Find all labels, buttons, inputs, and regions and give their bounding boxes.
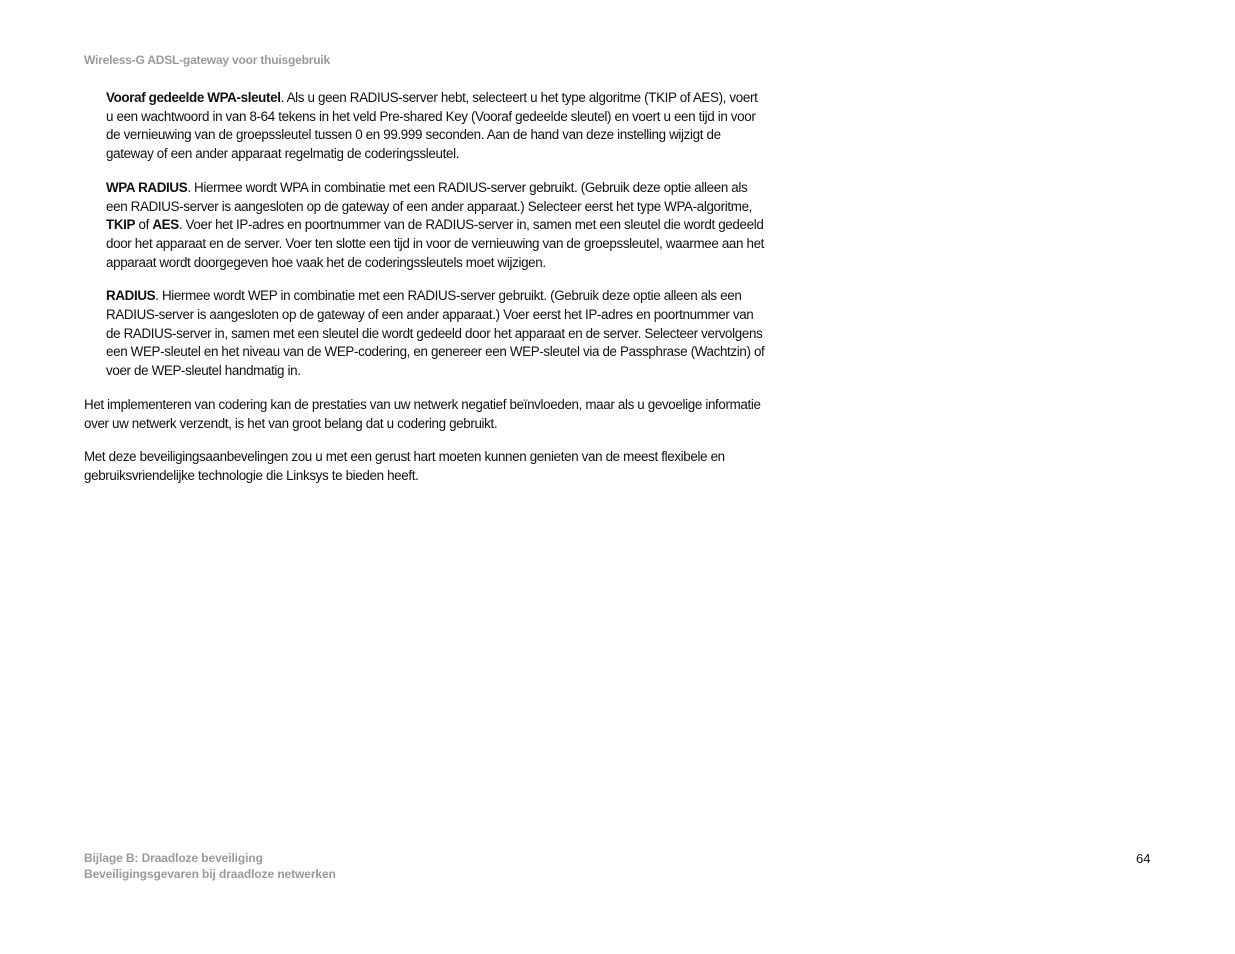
paragraph-wpa-psk [106, 89, 766, 164]
paragraph-performance: Het implementeren van codering kan de prestaties van uw netwerk negatief beïnvloeden, maar als u gevoelige informatie over uw netwerk verzendt, is het van groot belang dat u codering gebruikt. [84, 396, 761, 431]
paragraph-wpa-radius-text-2: of [135, 217, 153, 233]
paragraph-radius [106, 287, 766, 381]
running-header: Wireless-G ADSL-gateway voor thuisgebruik [84, 53, 330, 67]
term-aes: AES [152, 217, 179, 233]
footer-chapter: Bijlage B: Draadloze beveiliging [84, 851, 263, 865]
paragraph-wpa-radius-text-3: . Voer het IP-adres en poortnummer van de RADIUS-server in, samen met een sleutel die wordt gedeeld door het apparaat en de server. Voer ten slotte een tijd in voor de vernieuwing van de groepssleutel, waarmee aan het apparaat wordt doorgegeven hoe vaak het de coderingssleutels moet wijzigen. [106, 217, 765, 270]
term-wpa-psk: Vooraf gedeelde WPA-sleutel [106, 90, 281, 105]
footer [84, 850, 336, 882]
document-body [84, 89, 774, 501]
paragraph-wpa-psk-text: . Als u geen RADIUS-server hebt, selecteert u het type algoritme (TKIP of AES), voert u een wachtwoord in van 8-64 tekens in het veld Pre-shared Key (Vooraf gedeelde sleutel) en voert u een tijd in voor de vernieuwing van de groepssleutel tussen 0 en 99.999 seconden. Aan de hand van deze instelling wijzigt de gateway of een ander apparaat regelmatig de coderingssleutel. [106, 90, 758, 162]
term-radius: RADIUS [106, 288, 156, 304]
term-tkip: TKIP [106, 217, 136, 233]
term-wpa-radius: WPA RADIUS [106, 179, 188, 195]
paragraph-wpa-radius [106, 179, 766, 273]
paragraph-wpa-radius-text-1: . Hiermee wordt WPA in combinatie met een RADIUS-server gebruikt. (Gebruik deze optie alleen als een RADIUS-server is aangesloten op de gateway of een ander apparaat.) Selecteer eerst het type WPA-algoritme, [106, 179, 753, 214]
paragraph-closing: Met deze beveiligingsaanbevelingen zou u met een gerust hart moeten kunnen genieten van de meest flexibele en gebruiksvriendelijke technologie die Linksys te bieden heeft. [84, 449, 725, 483]
paragraph-radius-text: . Hiermee wordt WEP in combinatie met een RADIUS-server gebruikt. (Gebruik deze optie alleen als een RADIUS-server is aangesloten op de gateway of een ander apparaat.) Voer eerst het IP-adres en poortnummer van de RADIUS-server in, samen met een sleutel die wordt gedeeld door het apparaat en de server. Selecteer vervolgens een WEP-sleutel en het niveau van de WEP-codering, en genereer een WEP-sleutel via de Passphrase (Wachtzin) of voer de WEP-sleutel handmatig in. [106, 288, 765, 379]
footer-section: Beveiligingsgevaren bij draadloze netwerken [84, 867, 336, 881]
page-number: 64 [1136, 851, 1151, 866]
